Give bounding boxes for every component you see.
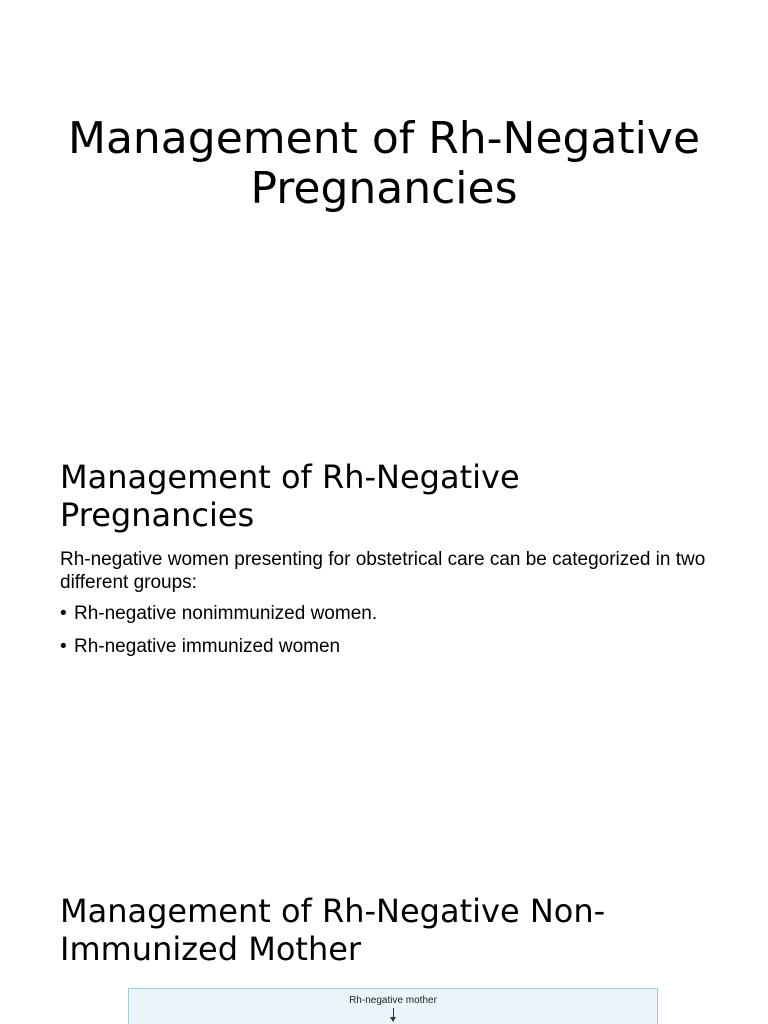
intro-text: Rh-negative women presenting for obstetrical care can be categorized in two different groups: xyxy=(60,549,706,593)
bullet-list xyxy=(60,602,710,658)
slide-heading: Management of Rh-Negative Non-Immunized Mother xyxy=(60,892,606,968)
slide-heading: Management of Rh-Negative Pregnancies xyxy=(60,458,520,534)
slide-non-immunized xyxy=(0,864,768,1024)
bullet-icon: • xyxy=(60,636,67,657)
arrow-head-icon xyxy=(390,1017,396,1022)
flowchart-node-label: Rh-negative mother xyxy=(349,995,437,1006)
bullet-item xyxy=(60,635,710,658)
slide-title-text: Management of Rh-Negative Pregnancies xyxy=(67,113,701,214)
flowchart-figure xyxy=(128,988,658,1024)
bullet-icon: • xyxy=(60,603,67,624)
bullet-text: Rh-negative immunized women xyxy=(74,636,341,657)
slide-title xyxy=(0,0,768,432)
bullet-text: Rh-negative nonimmunized women. xyxy=(74,603,378,624)
slide-overview xyxy=(0,432,768,864)
slide-body xyxy=(60,548,710,668)
bullet-item xyxy=(60,602,710,625)
